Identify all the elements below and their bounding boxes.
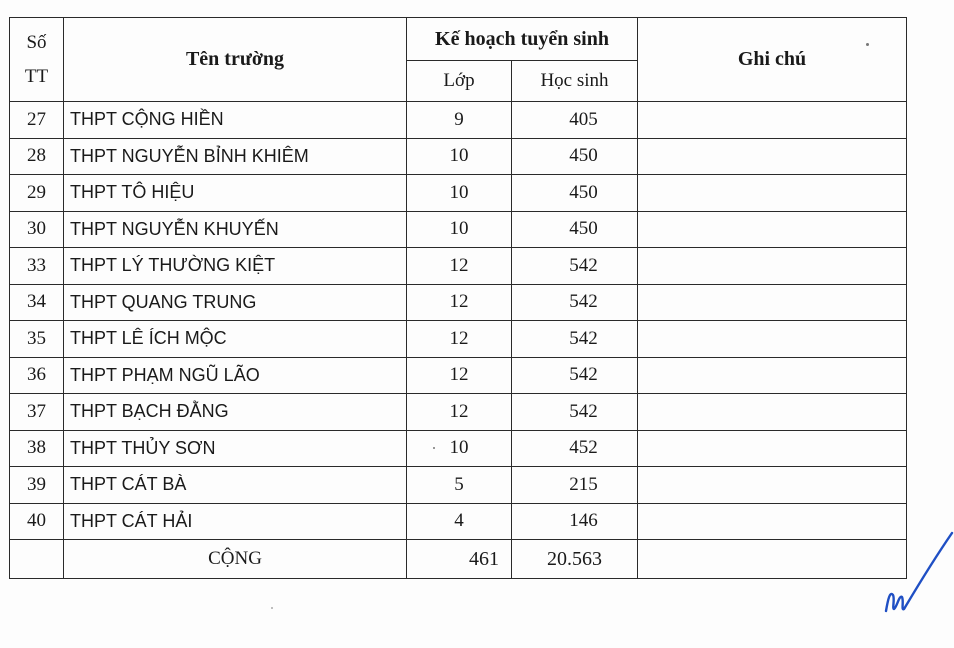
cell-stt: 27 (10, 102, 64, 139)
cell-school-name: THPT LÊ ÍCH MỘC (64, 321, 407, 358)
cell-stt: 30 (10, 211, 64, 248)
cell-stt: 28 (10, 138, 64, 175)
cell-classes: 10 (407, 138, 512, 175)
cell-stt: 33 (10, 248, 64, 285)
cell-students: 542 (512, 248, 638, 285)
cell-note (638, 211, 907, 248)
header-stt (10, 18, 64, 102)
total-label: CỘNG (64, 540, 407, 579)
cell-stt: 37 (10, 394, 64, 431)
cell-stt: 29 (10, 175, 64, 212)
cell-students: 450 (512, 138, 638, 175)
cell-note (638, 394, 907, 431)
table-row (10, 394, 907, 431)
cell-students: 146 (512, 503, 638, 540)
total-classes: 461 (407, 540, 512, 579)
cell-stt: 35 (10, 321, 64, 358)
table-row (10, 503, 907, 540)
cell-note (638, 102, 907, 139)
cell-note (638, 357, 907, 394)
header-stt-line1: Số (26, 31, 47, 53)
enrollment-plan-table (9, 17, 907, 579)
cell-note (638, 503, 907, 540)
table-row (10, 321, 907, 358)
cell-students: 450 (512, 211, 638, 248)
signature-mark (880, 525, 954, 620)
header-stt-line2: TT (24, 65, 49, 87)
cell-note (638, 284, 907, 321)
cell-classes: 12 (407, 394, 512, 431)
cell-students: 542 (512, 394, 638, 431)
header-row-1 (10, 18, 907, 61)
total-students: 20.563 (512, 540, 638, 579)
total-row (10, 540, 907, 579)
table-row (10, 430, 907, 467)
scan-speck (271, 607, 273, 609)
cell-school-name: THPT TÔ HIỆU (64, 175, 407, 212)
table-row (10, 175, 907, 212)
cell-school-name: THPT QUANG TRUNG (64, 284, 407, 321)
header-school-name: Tên trường (64, 18, 407, 102)
cell-students: 542 (512, 321, 638, 358)
cell-note (638, 175, 907, 212)
table-row (10, 467, 907, 504)
table-row (10, 284, 907, 321)
cell-school-name: THPT CÁT BÀ (64, 467, 407, 504)
cell-classes: 12 (407, 321, 512, 358)
cell-school-name: THPT THỦY SƠN (64, 430, 407, 467)
cell-school-name: THPT CỘNG HIỀN (64, 102, 407, 139)
cell-school-name: THPT CÁT HẢI (64, 503, 407, 540)
total-note (638, 540, 907, 579)
cell-classes: 12 (407, 248, 512, 285)
cell-stt: 39 (10, 467, 64, 504)
table-row (10, 211, 907, 248)
cell-stt: 36 (10, 357, 64, 394)
cell-school-name: THPT NGUYỄN BỈNH KHIÊM (64, 138, 407, 175)
cell-students: 542 (512, 284, 638, 321)
cell-school-name: THPT NGUYỄN KHUYẾN (64, 211, 407, 248)
cell-students: 452 (512, 430, 638, 467)
cell-classes: 4 (407, 503, 512, 540)
cell-school-name: THPT BẠCH ĐẰNG (64, 394, 407, 431)
scan-speck (866, 43, 869, 46)
header-note: Ghi chú (638, 18, 907, 102)
table-row (10, 102, 907, 139)
cell-classes: 5 (407, 467, 512, 504)
cell-classes: 10 (407, 175, 512, 212)
header-students: Học sinh (512, 61, 638, 102)
cell-note (638, 430, 907, 467)
cell-stt: 34 (10, 284, 64, 321)
table-row (10, 357, 907, 394)
cell-stt: 40 (10, 503, 64, 540)
cell-students: 542 (512, 357, 638, 394)
table-row (10, 248, 907, 285)
cell-note (638, 248, 907, 285)
cell-note (638, 321, 907, 358)
table-row (10, 138, 907, 175)
cell-stt: 38 (10, 430, 64, 467)
cell-note (638, 138, 907, 175)
cell-total-stt (10, 540, 64, 579)
cell-school-name: THPT LÝ THƯỜNG KIỆT (64, 248, 407, 285)
scan-speck (433, 447, 435, 449)
cell-students: 450 (512, 175, 638, 212)
cell-students: 405 (512, 102, 638, 139)
header-classes: Lớp (407, 61, 512, 102)
cell-classes: 12 (407, 284, 512, 321)
cell-classes: 9 (407, 102, 512, 139)
cell-classes: 12 (407, 357, 512, 394)
cell-note (638, 467, 907, 504)
cell-classes: 10 (407, 211, 512, 248)
header-enrollment-plan: Kế hoạch tuyển sinh (407, 18, 638, 61)
cell-classes: 10 (407, 430, 512, 467)
cell-students: 215 (512, 467, 638, 504)
cell-school-name: THPT PHẠM NGŨ LÃO (64, 357, 407, 394)
